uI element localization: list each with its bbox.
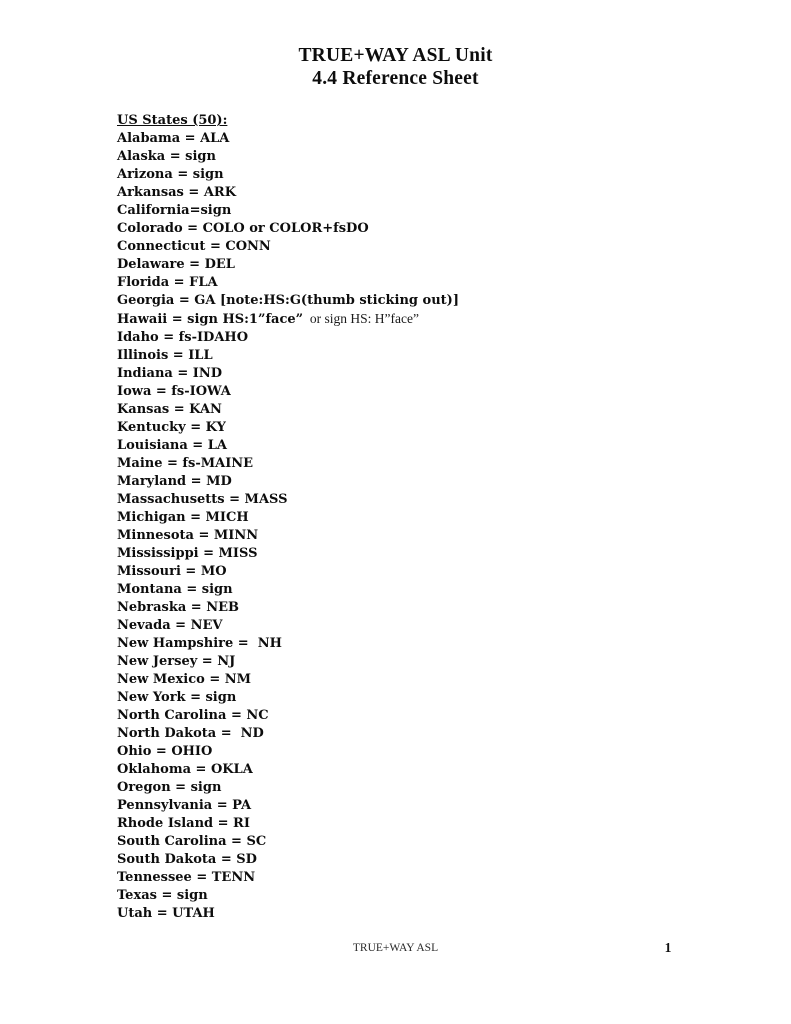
title-line-1: TRUE+WAY ASL Unit [298, 45, 493, 66]
state-entry [117, 851, 677, 869]
state-entry-text: California=sign [117, 203, 232, 218]
state-entry [117, 455, 677, 473]
state-entry-text: Alabama = ALA [117, 131, 230, 146]
state-entry [117, 887, 677, 905]
state-entry-text: Kentucky = KY [117, 420, 226, 435]
section-heading-us-states: US States (50): [117, 113, 228, 128]
state-entry [117, 509, 677, 527]
state-entry-text: Oregon = sign [117, 780, 222, 795]
state-entry-text: South Dakota = SD [117, 852, 257, 867]
state-entry [117, 725, 677, 743]
state-entry-text: Texas = sign [117, 888, 208, 903]
state-entry [117, 797, 677, 815]
state-entry [117, 329, 677, 347]
state-entry-text: Florida = FLA [117, 275, 218, 290]
state-entry [117, 527, 677, 545]
state-entry-text: Missouri = MO [117, 564, 227, 579]
state-entry-text: Connecticut = CONN [117, 239, 271, 254]
state-entry-text: Utah = UTAH [117, 906, 215, 921]
state-entry [117, 743, 677, 761]
state-entry [117, 256, 677, 274]
state-entry [117, 238, 677, 256]
state-entry-text: Pennsylvania = PA [117, 798, 252, 813]
state-entry [117, 365, 677, 383]
state-entry-text: Iowa = fs-IOWA [117, 384, 231, 399]
state-entry [117, 869, 677, 887]
state-entry [117, 419, 677, 437]
state-entry-text: Alaska = sign [117, 149, 216, 164]
state-entry-text: North Carolina = NC [117, 708, 269, 723]
state-entry-text: South Carolina = SC [117, 834, 267, 849]
state-entry [117, 779, 677, 797]
page-footer [0, 940, 791, 962]
state-entry [117, 833, 677, 851]
state-entry-text: Michigan = MICH [117, 510, 249, 525]
title-line-2: 4.4 Reference Sheet [312, 68, 479, 89]
state-entry-text: Arkansas = ARK [117, 185, 237, 200]
state-entry [117, 689, 677, 707]
state-entry [117, 166, 677, 184]
state-entry-text: Colorado = COLO or COLOR+fsDO [117, 221, 369, 236]
state-entry [117, 707, 677, 725]
state-entry-text: Georgia = GA [note:HS:G(thumb sticking out)] [117, 293, 459, 308]
state-entry-text: Montana = sign [117, 582, 233, 597]
state-entry-text: North Dakota = ND [117, 726, 264, 741]
state-entry-text: Ohio = OHIO [117, 744, 213, 759]
state-entry [117, 491, 677, 509]
state-entry [117, 617, 677, 635]
state-entry [117, 310, 677, 329]
states-list [117, 130, 677, 923]
state-entry [117, 545, 677, 563]
state-entry-text: Delaware = DEL [117, 257, 235, 272]
state-entry-text: Nebraska = NEB [117, 600, 239, 615]
state-entry-alt-text: or sign HS: H”face” [303, 311, 419, 326]
state-entry-text: New Mexico = NM [117, 672, 252, 687]
state-entry-text: Maine = fs-MAINE [117, 456, 254, 471]
state-entry [117, 130, 677, 148]
state-entry [117, 401, 677, 419]
document-title [0, 44, 791, 90]
state-entry [117, 274, 677, 292]
footer-brand-text: TRUE+WAY ASL [352, 942, 439, 954]
state-entry-text: Nevada = NEV [117, 618, 223, 633]
state-entry-text: Massachusetts = MASS [117, 492, 288, 507]
state-entry [117, 473, 677, 491]
state-entry-text: Minnesota = MINN [117, 528, 259, 543]
state-entry [117, 148, 677, 166]
state-entry-text: Oklahoma = OKLA [117, 762, 253, 777]
state-entry [117, 581, 677, 599]
state-entry [117, 599, 677, 617]
state-entry [117, 383, 677, 401]
footer-page-number: 1 [664, 940, 672, 955]
state-entry [117, 563, 677, 581]
state-entry-text: New Jersey = NJ [117, 654, 236, 669]
state-entry [117, 437, 677, 455]
state-entry [117, 653, 677, 671]
state-entry-text: Tennessee = TENN [117, 870, 256, 885]
state-entry [117, 905, 677, 923]
state-entry-text: New Hampshire = NH [117, 636, 282, 651]
state-entry-text: Illinois = ILL [117, 348, 213, 363]
state-entry [117, 184, 677, 202]
state-entry-text: New York = sign [117, 690, 237, 705]
state-entry-text: Idaho = fs-IDAHO [117, 330, 249, 345]
state-entry [117, 347, 677, 365]
state-entry [117, 671, 677, 689]
state-entry-text: Hawaii = sign HS:1”face” [117, 312, 304, 327]
state-entry [117, 292, 677, 310]
state-entry-text: Rhode Island = RI [117, 816, 250, 831]
state-entry [117, 202, 677, 220]
state-entry [117, 815, 677, 833]
state-entry-text: Indiana = IND [117, 366, 223, 381]
state-entry [117, 635, 677, 653]
state-entry-text: Arizona = sign [117, 167, 224, 182]
state-entry [117, 220, 677, 238]
state-entry [117, 761, 677, 779]
state-entry-text: Louisiana = LA [117, 438, 227, 453]
states-list-section [117, 112, 677, 923]
state-entry-text: Maryland = MD [117, 474, 232, 489]
state-entry-text: Mississippi = MISS [117, 546, 258, 561]
state-entry-text: Kansas = KAN [117, 402, 222, 417]
